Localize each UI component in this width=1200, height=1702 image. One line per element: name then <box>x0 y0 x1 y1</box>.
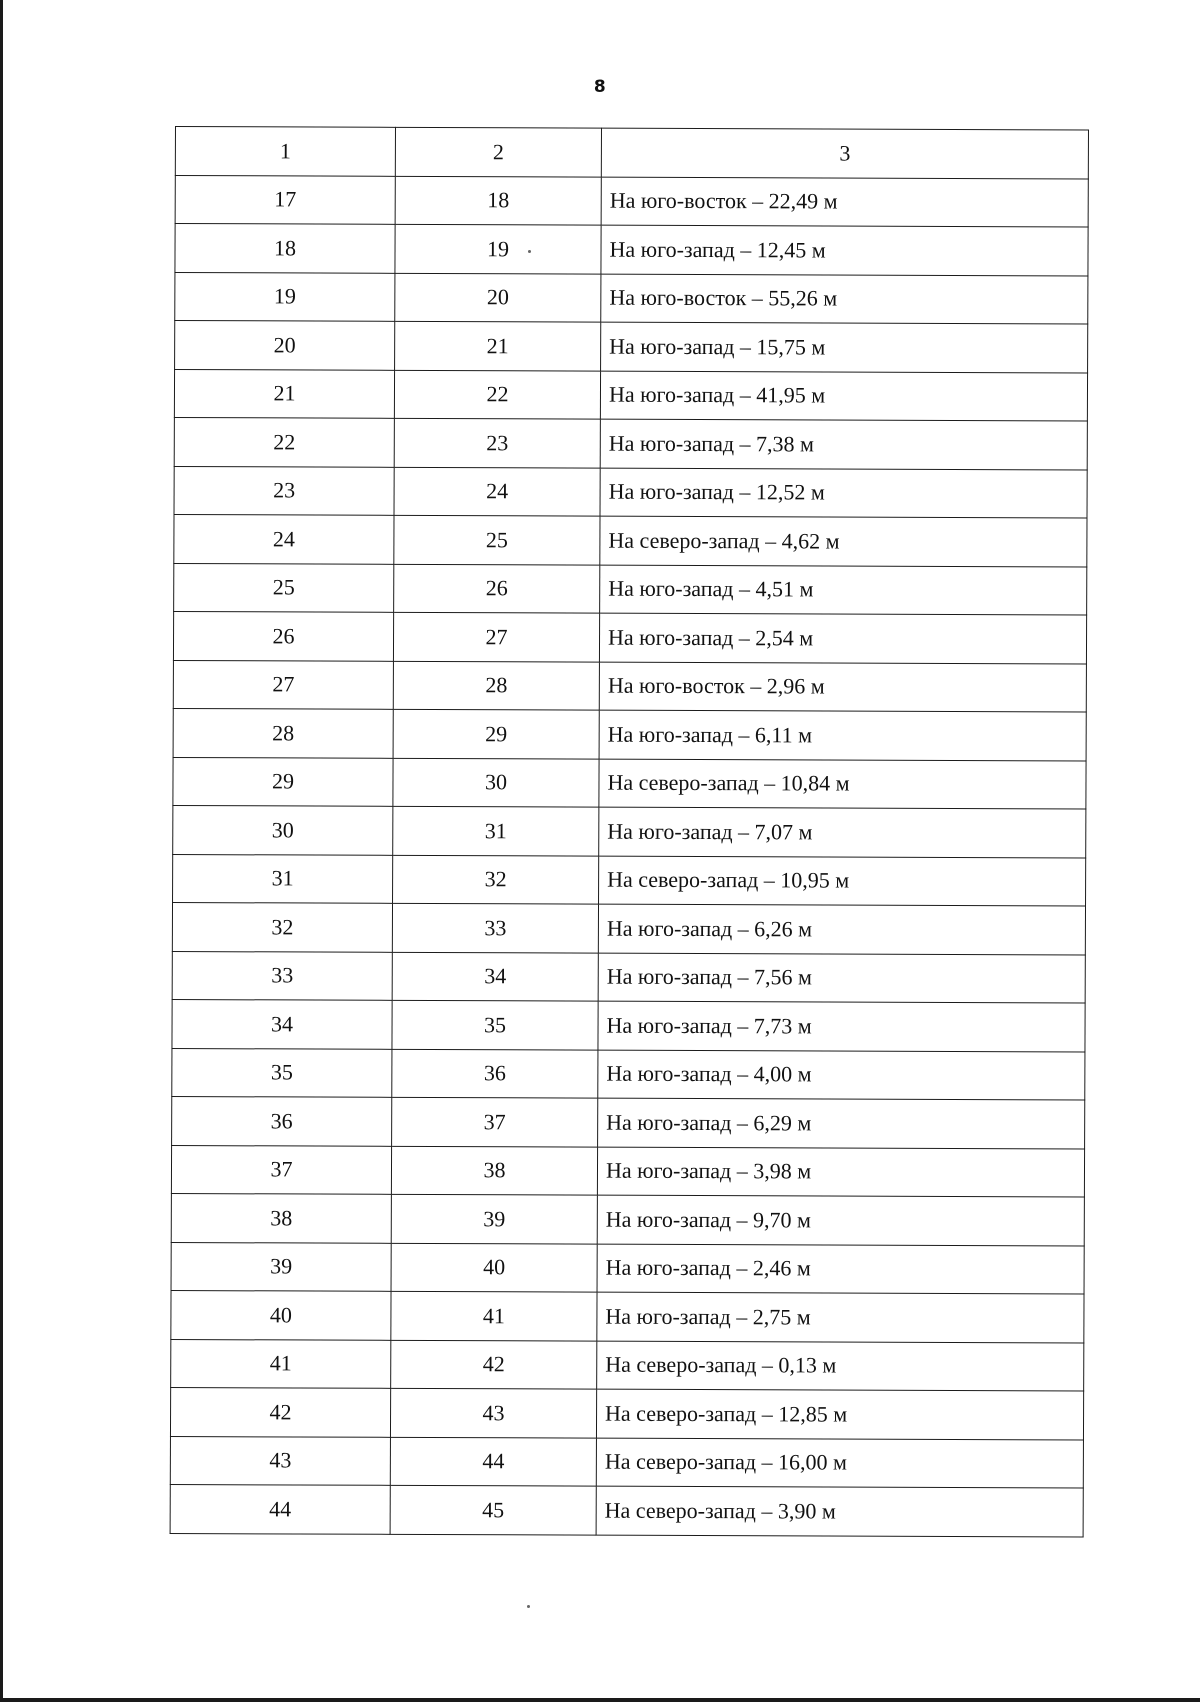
cell-direction-distance: На юго-запад – 9,70 м <box>597 1195 1084 1245</box>
cell-direction-distance: На юго-запад – 6,26 м <box>598 904 1085 954</box>
cell-from-point: 27 <box>173 660 393 709</box>
table-row <box>170 1484 1083 1536</box>
cell-from-point: 24 <box>174 514 394 563</box>
cell-direction-distance: На юго-восток – 22,49 м <box>601 177 1088 227</box>
table-row <box>171 1242 1084 1294</box>
cell-direction-distance: На северо-запад – 10,84 м <box>599 759 1086 809</box>
cell-to-point: 42 <box>391 1340 597 1389</box>
table-row <box>173 805 1086 857</box>
cell-to-point: 37 <box>392 1097 598 1146</box>
table-row <box>171 1339 1084 1391</box>
table-row <box>173 660 1086 712</box>
cell-from-point: 37 <box>171 1145 391 1194</box>
cell-to-point: 38 <box>391 1146 597 1195</box>
cell-from-point: 18 <box>175 224 395 273</box>
table-row <box>172 1096 1085 1148</box>
cell-to-point: 43 <box>390 1388 596 1437</box>
table-row <box>172 999 1085 1051</box>
cell-from-point: 43 <box>170 1436 390 1485</box>
table-row <box>173 708 1086 760</box>
cell-to-point: 35 <box>392 1000 598 1049</box>
cell-direction-distance: На юго-запад – 12,52 м <box>600 468 1087 518</box>
table-row <box>173 611 1086 663</box>
cell-to-point: 44 <box>390 1437 596 1486</box>
cell-from-point: 29 <box>173 757 393 806</box>
scan-edge-left <box>0 0 3 1702</box>
cell-to-point: 23 <box>394 418 600 467</box>
cell-from-point: 28 <box>173 708 393 757</box>
cell-to-point: 20 <box>395 273 601 322</box>
cell-to-point: 19 <box>395 224 601 273</box>
cell-to-point: 31 <box>393 806 599 855</box>
cell-from-point: 33 <box>172 951 392 1000</box>
table-row <box>174 417 1087 469</box>
cell-to-point: 30 <box>393 758 599 807</box>
table-row <box>170 1436 1083 1488</box>
cell-to-point: 41 <box>391 1291 597 1340</box>
cell-from-point: 30 <box>173 805 393 854</box>
table-row <box>175 272 1088 324</box>
cell-to-point: 29 <box>393 709 599 758</box>
cell-direction-distance: На северо-запад – 3,90 м <box>596 1486 1083 1536</box>
cell-direction-distance: На юго-запад – 2,75 м <box>597 1292 1084 1342</box>
cell-direction-distance: На юго-запад – 6,29 м <box>598 1098 1085 1148</box>
cell-to-point: 21 <box>395 321 601 370</box>
scan-speck <box>527 1605 530 1608</box>
table-row <box>171 1193 1084 1245</box>
cell-to-point: 34 <box>392 952 598 1001</box>
cell-direction-distance: На юго-запад – 3,98 м <box>597 1147 1084 1197</box>
table-row <box>175 224 1088 276</box>
cell-from-point: 35 <box>172 1048 392 1097</box>
boundary-table-container <box>170 126 1088 1537</box>
cell-from-point: 17 <box>175 175 395 224</box>
cell-to-point: 24 <box>394 467 600 516</box>
cell-to-point: 39 <box>391 1194 597 1243</box>
cell-direction-distance: На северо-запад – 10,95 м <box>599 856 1086 906</box>
cell-from-point: 42 <box>170 1387 390 1436</box>
cell-direction-distance: На юго-запад – 15,75 м <box>601 322 1088 372</box>
cell-direction-distance: На юго-запад – 2,46 м <box>597 1244 1084 1294</box>
scan-edge-bottom <box>0 1698 1200 1702</box>
cell-from-point: 20 <box>175 321 395 370</box>
table-row <box>173 854 1086 906</box>
cell-direction-distance: На северо-запад – 16,00 м <box>596 1438 1083 1488</box>
cell-to-point: 22 <box>394 370 600 419</box>
cell-to-point: 18 <box>395 176 601 225</box>
header-cell-2: 2 <box>395 127 601 176</box>
cell-direction-distance: На северо-запад – 0,13 м <box>597 1341 1084 1391</box>
cell-from-point: 34 <box>172 999 392 1048</box>
page-number: 8 <box>593 77 607 97</box>
cell-from-point: 19 <box>175 272 395 321</box>
cell-direction-distance: На северо-запад – 4,62 м <box>600 516 1087 566</box>
cell-to-point: 33 <box>392 903 598 952</box>
cell-from-point: 32 <box>172 902 392 951</box>
cell-direction-distance: На юго-запад – 4,00 м <box>598 1050 1085 1100</box>
table-row <box>174 563 1087 615</box>
table-row <box>172 1048 1085 1100</box>
cell-direction-distance: На юго-запад – 12,45 м <box>601 225 1088 275</box>
table-header-row <box>175 127 1088 179</box>
cell-direction-distance: На юго-запад – 4,51 м <box>600 565 1087 615</box>
table-row <box>170 1387 1083 1439</box>
table-row <box>174 466 1087 518</box>
cell-to-point: 28 <box>393 661 599 710</box>
cell-direction-distance: На юго-запад – 7,38 м <box>600 419 1087 469</box>
boundary-table <box>170 126 1089 1537</box>
cell-direction-distance: На юго-запад – 7,73 м <box>598 1001 1085 1051</box>
header-cell-3: 3 <box>601 128 1088 178</box>
table-row <box>175 175 1088 227</box>
cell-from-point: 22 <box>174 417 394 466</box>
table-row <box>172 951 1085 1003</box>
cell-to-point: 27 <box>393 612 599 661</box>
cell-from-point: 21 <box>174 369 394 418</box>
cell-from-point: 39 <box>171 1242 391 1291</box>
cell-to-point: 26 <box>394 564 600 613</box>
table-row <box>174 514 1087 566</box>
cell-to-point: 32 <box>393 855 599 904</box>
cell-from-point: 23 <box>174 466 394 515</box>
cell-to-point: 40 <box>391 1243 597 1292</box>
cell-direction-distance: На юго-запад – 7,07 м <box>599 807 1086 857</box>
cell-from-point: 40 <box>171 1290 391 1339</box>
cell-direction-distance: На юго-запад – 2,54 м <box>599 613 1086 663</box>
table-row <box>174 369 1087 421</box>
cell-from-point: 31 <box>173 854 393 903</box>
header-cell-1: 1 <box>175 127 395 176</box>
table-row <box>171 1145 1084 1197</box>
cell-direction-distance: На северо-запад – 12,85 м <box>596 1389 1083 1439</box>
cell-from-point: 26 <box>173 611 393 660</box>
table-row <box>171 1290 1084 1342</box>
table-row <box>172 902 1085 954</box>
table-row <box>173 757 1086 809</box>
cell-from-point: 38 <box>171 1193 391 1242</box>
cell-direction-distance: На юго-запад – 41,95 м <box>600 371 1087 421</box>
cell-from-point: 41 <box>171 1339 391 1388</box>
table-row <box>175 321 1088 373</box>
cell-direction-distance: На юго-запад – 7,56 м <box>598 953 1085 1003</box>
cell-from-point: 44 <box>170 1484 390 1533</box>
cell-to-point: 25 <box>394 515 600 564</box>
table-body <box>170 127 1088 1537</box>
cell-from-point: 36 <box>172 1096 392 1145</box>
cell-from-point: 25 <box>174 563 394 612</box>
cell-to-point: 45 <box>390 1485 596 1534</box>
cell-direction-distance: На юго-запад – 6,11 м <box>599 710 1086 760</box>
cell-direction-distance: На юго-восток – 2,96 м <box>599 662 1086 712</box>
cell-direction-distance: На юго-восток – 55,26 м <box>601 274 1088 324</box>
cell-to-point: 36 <box>392 1049 598 1098</box>
